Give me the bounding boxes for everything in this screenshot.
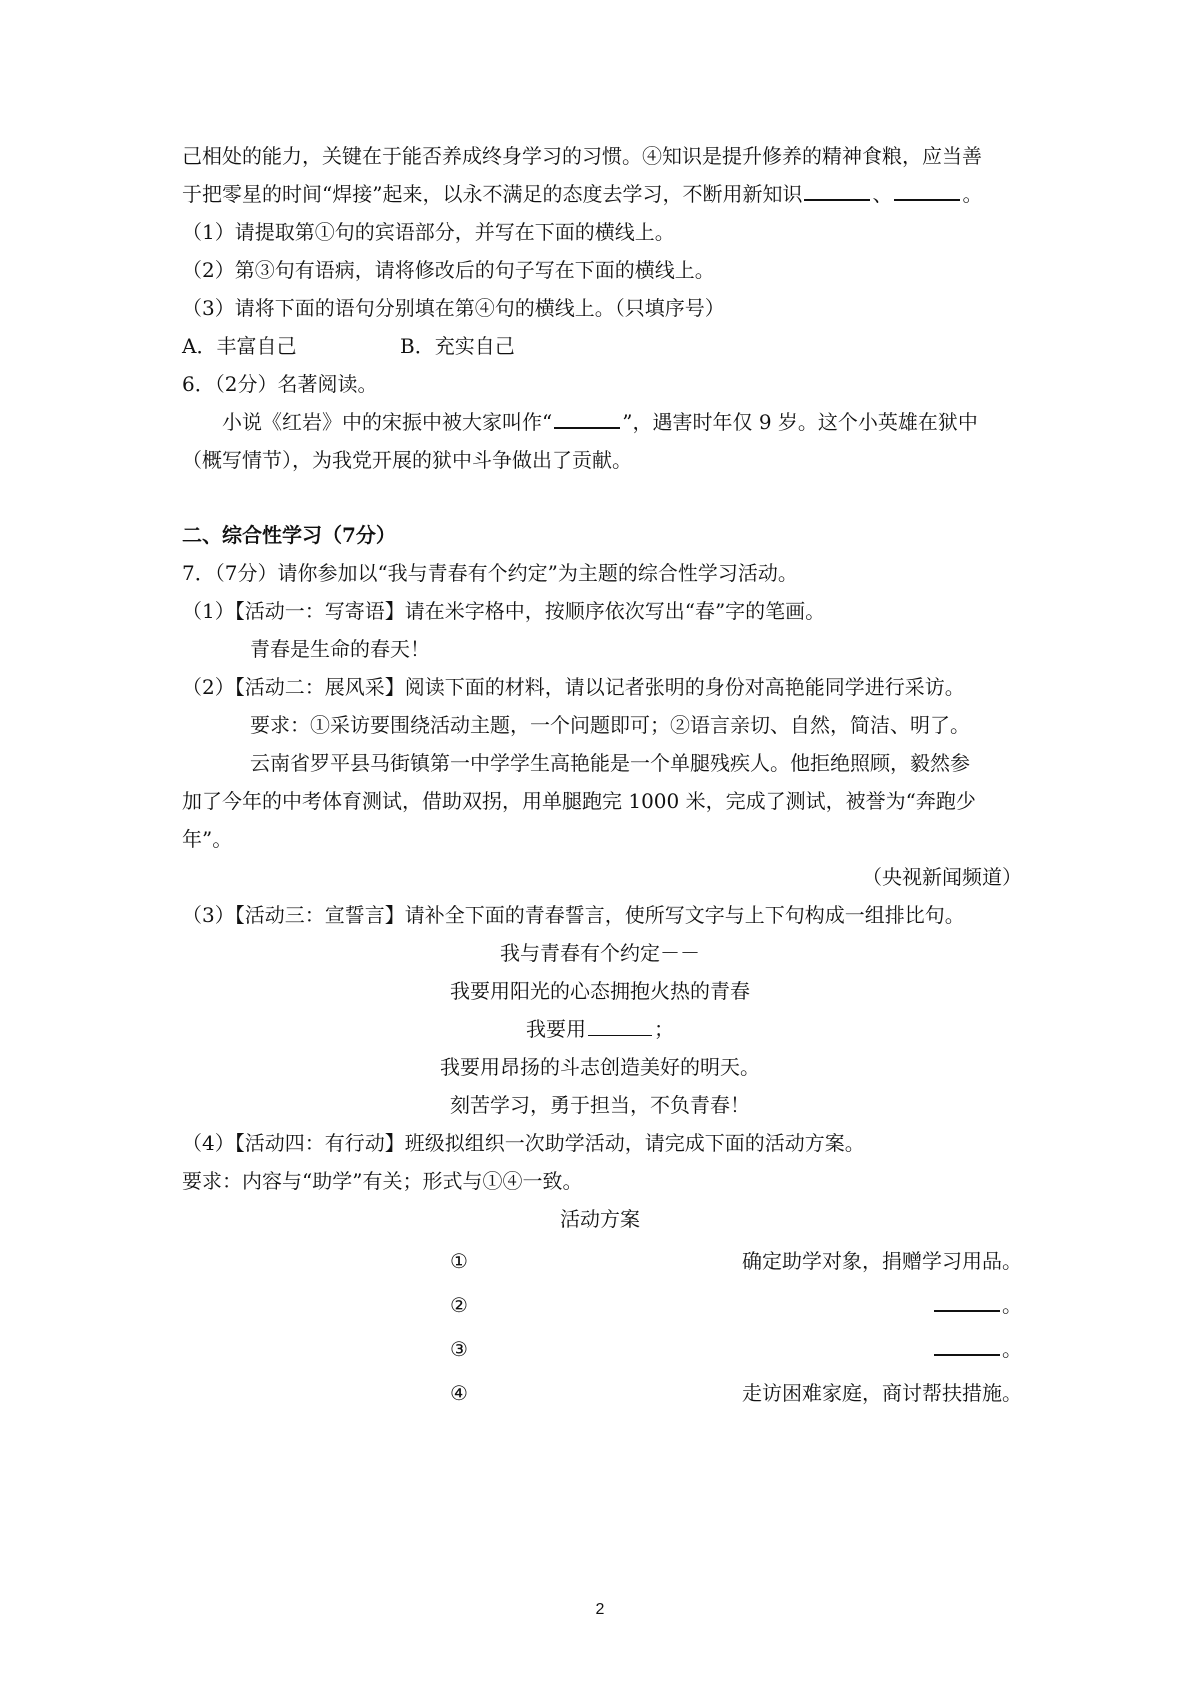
plan-title: 活动方案 bbox=[560, 1207, 640, 1231]
paragraph-line: 己相处的能力，关键在于能否养成终身学习的习惯。④知识是提升修养的精神食粮，应当善 bbox=[182, 144, 982, 168]
answer-blank bbox=[934, 1332, 1000, 1356]
activity-4: （4）【活动四：有行动】班级拟组织一次助学活动，请完成下面的活动方案。 bbox=[182, 1131, 865, 1155]
activity-2-requirement: 要求：①采访要围绕活动主题，一个问题即可；②语言亲切、自然，简洁、明了。 bbox=[250, 713, 970, 737]
question-1: （1）请提取第①句的宾语部分，并写在下面的横线上。 bbox=[182, 220, 675, 244]
oath-line: 我要用阳光的心态拥抱火热的青春 bbox=[450, 979, 750, 1003]
oath-line: 我要用昂扬的斗志创造美好的明天。 bbox=[440, 1055, 760, 1079]
activity-2-paragraph: 云南省罗平县马街镇第一中学学生高艳能是一个单腿残疾人。他拒绝照顾，毅然参 bbox=[250, 751, 970, 775]
plan-number: ② bbox=[450, 1293, 468, 1317]
plan-text: 。 bbox=[932, 1285, 1022, 1325]
option-a: A．丰富自己 bbox=[182, 334, 297, 358]
answer-blank bbox=[934, 1288, 1000, 1312]
plan-text: 走访困难家庭，商讨帮扶措施。 bbox=[742, 1381, 1022, 1405]
source-note: （央视新闻频道） bbox=[862, 865, 1022, 889]
question-3: （3）请将下面的语句分别填在第④句的横线上。（只填序号） bbox=[182, 296, 725, 320]
activity-3: （3）【活动三：宣誓言】请补全下面的青春誓言，使所写文字与上下句构成一组排比句。 bbox=[182, 903, 965, 927]
activity-2-paragraph: 加了今年的中考体育测试，借助双拐，用单腿跑完 1000 米，完成了测试，被誉为“奔跑少 bbox=[182, 789, 976, 813]
answer-blank bbox=[804, 177, 870, 201]
section-heading: 二、综合性学习（7分） bbox=[182, 523, 396, 547]
activity-2-paragraph: 年”。 bbox=[182, 827, 233, 851]
plan-text: 确定助学对象，捐赠学习用品。 bbox=[742, 1249, 1022, 1273]
plan-number: ① bbox=[450, 1249, 468, 1273]
plan-number: ③ bbox=[450, 1337, 468, 1361]
activity-1: （1）【活动一：写寄语】请在米字格中，按顺序依次写出“春”字的笔画。 bbox=[182, 599, 826, 623]
page-number: 2 bbox=[595, 1601, 605, 1618]
option-row bbox=[182, 326, 1022, 366]
option-b: B．充实自己 bbox=[400, 334, 515, 358]
oath-line: 我要用 ； bbox=[0, 1009, 1200, 1049]
answer-blank bbox=[894, 177, 960, 201]
activity-1-text: 青春是生命的春天！ bbox=[250, 637, 430, 661]
activity-4-requirement: 要求：内容与“助学”有关；形式与①④一致。 bbox=[182, 1169, 583, 1193]
question-2: （2）第③句有语病，请将修改后的句子写在下面的横线上。 bbox=[182, 258, 715, 282]
plan-text: 。 bbox=[932, 1329, 1022, 1369]
activity-2: （2）【活动二：展风采】阅读下面的材料，请以记者张明的身份对高艳能同学进行采访。 bbox=[182, 675, 965, 699]
answer-blank bbox=[554, 405, 620, 429]
question-7: 7．（7分）请你参加以“我与青春有个约定”为主题的综合性学习活动。 bbox=[182, 561, 798, 585]
question-6-text: 小说《红岩》中的宋振中被大家叫作“ ”，遇害时年仅 9 岁。这个小英雄在狱中 bbox=[222, 402, 1022, 442]
oath-line: 刻苦学习，勇于担当，不负青春！ bbox=[450, 1093, 750, 1117]
question-6-text: （概写情节），为我党开展的狱中斗争做出了贡献。 bbox=[182, 448, 632, 472]
oath-line: 我与青春有个约定－－ bbox=[500, 941, 700, 965]
answer-blank bbox=[588, 1013, 652, 1036]
paragraph-line: 于把零星的时间“焊接”起来，以永不满足的态度去学习，不断用新知识 、 。 bbox=[182, 174, 1022, 214]
question-6: 6．（2分）名著阅读。 bbox=[182, 372, 378, 396]
plan-number: ④ bbox=[450, 1381, 468, 1405]
